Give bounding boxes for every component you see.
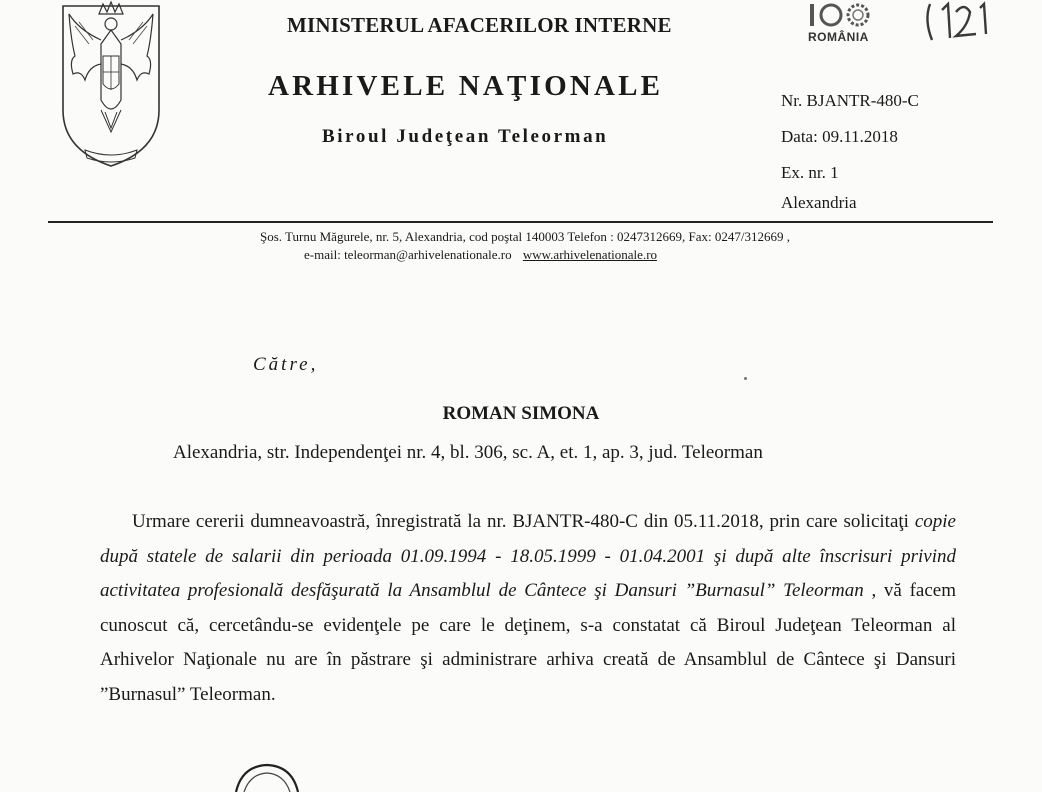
letter-body <box>100 505 956 712</box>
recipient-address: Alexandria, str. Independenţei nr. 4, bl. 306, sc. A, et. 1, ap. 3, jud. Teleorman <box>173 442 763 463</box>
body-request: copie după statele de salarii din perioada 01.09.1994 - 18.05.1999 - 01.04.2001 şi după alte înscrisuri privind activitatea profesională desfăşurată la Ansamblul de Cântece şi Dansuri ”Burnasul” Teleorman <box>100 511 956 601</box>
contact-email: e-mail: teleorman@arhivelenationale.ro <box>304 247 512 262</box>
reference-number: Nr. BJANTR-480-C <box>781 91 919 110</box>
office-name: Biroul Judeţean Teleorman <box>322 126 609 147</box>
ministry-name: MINISTERUL AFACERILOR INTERNE <box>287 13 672 37</box>
header-divider <box>48 221 993 223</box>
stamp-icon <box>232 762 302 792</box>
contact-address: Şos. Turnu Măgurele, nr. 5, Alexandria, cod poştal 140003 Telefon : 0247312669, Fax: 0247/312669 , <box>260 229 791 244</box>
letter-greeting: Către, <box>253 354 319 375</box>
contact-online <box>304 247 657 263</box>
body-intro: Urmare cererii dumneavoastră, înregistrată la nr. BJANTR-480-C din 05.11.2018, prin care solicitaţi <box>132 511 915 532</box>
copy-number: Ex. nr. 1 <box>781 163 839 182</box>
paper-speck <box>744 377 747 380</box>
reference-city: Alexandria <box>781 193 857 212</box>
centenary-logo-text: ROMÂNIA <box>808 30 869 44</box>
institution-name: ARHIVELE NAŢIONALE <box>268 70 664 102</box>
letter-paragraph <box>100 505 956 712</box>
body-conclusion: , vă facem cunoscut că, cercetându-se evidenţele pe care le deţinem, s-a constatat că Biroul Judeţean Teleorman al Arhivelor Naţionale nu are în păstrare şi administrare arhiva creată de Ansamblul de Cântece şi Dansuri ”Burnasul” Teleorman. <box>100 580 957 705</box>
reference-date: Data: 09.11.2018 <box>781 127 898 146</box>
handwritten-note-icon <box>922 0 992 46</box>
recipient-name: ROMAN SIMONA <box>442 403 600 424</box>
website-link[interactable]: www.arhivelenationale.ro <box>522 247 658 262</box>
coat-of-arms-icon <box>55 0 167 168</box>
